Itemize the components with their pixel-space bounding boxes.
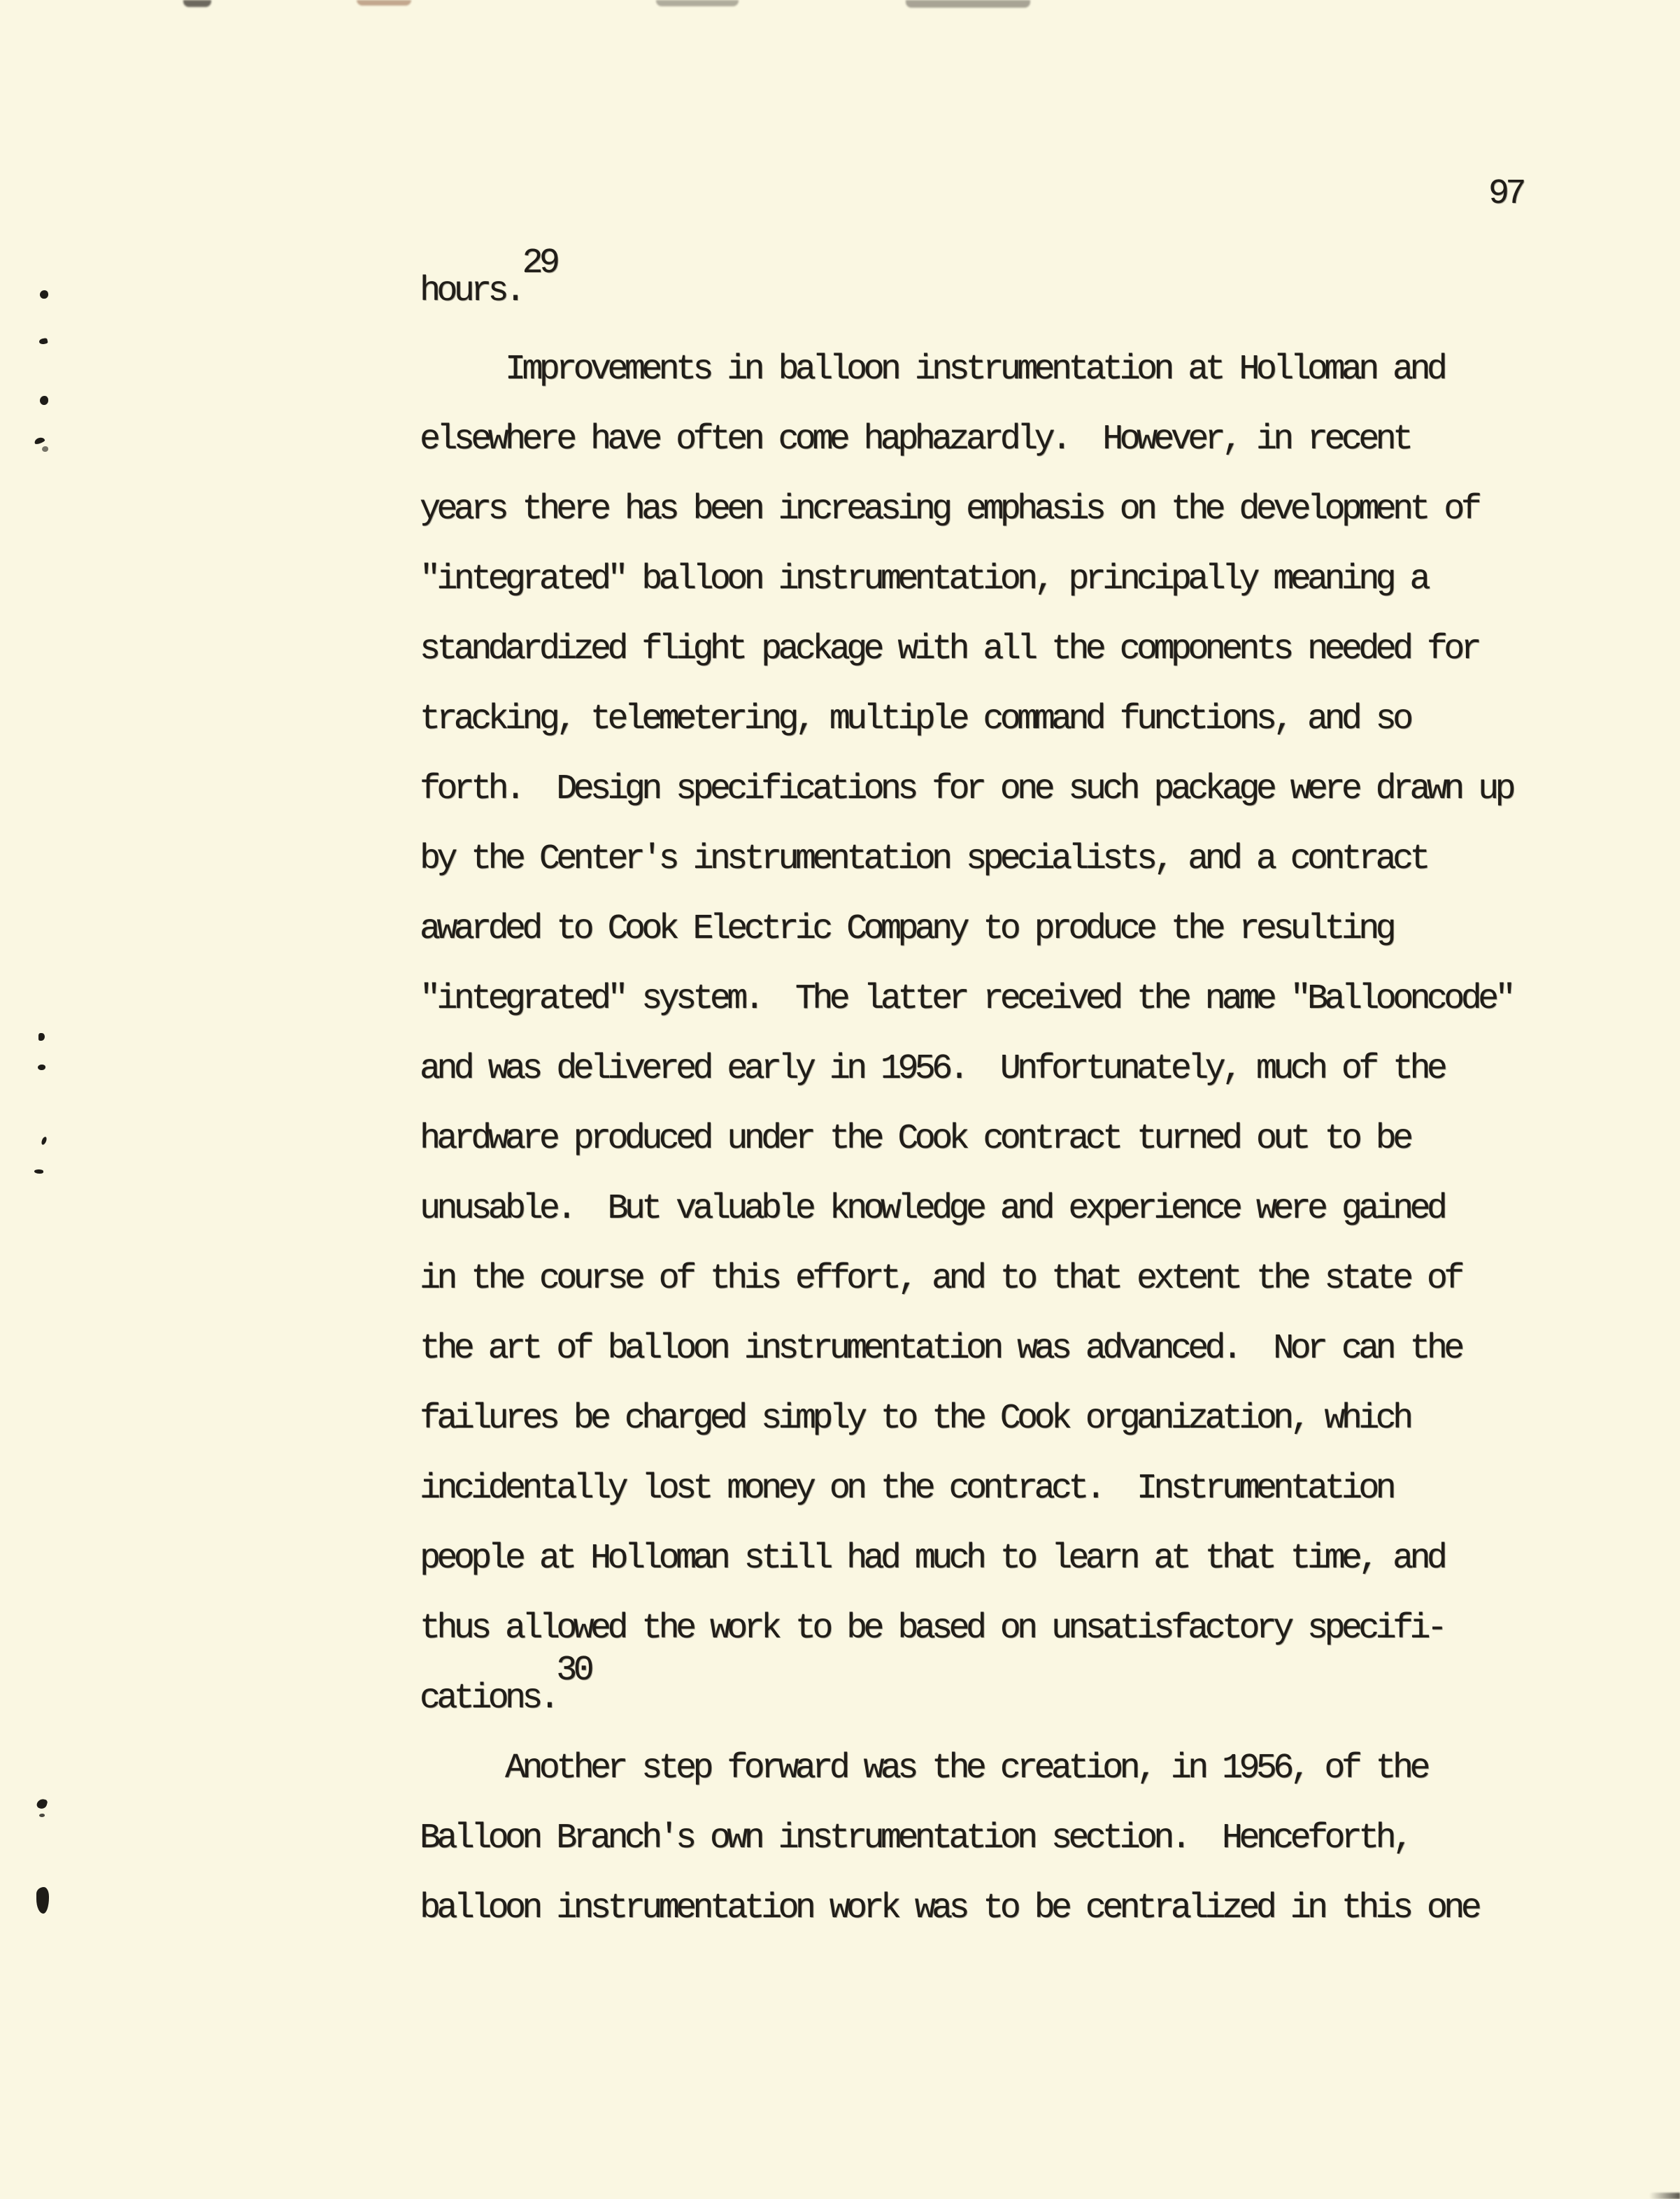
text-line	[420, 1524, 1512, 1594]
ink-speck	[40, 396, 48, 405]
footnote-ref-29: 29	[522, 243, 557, 283]
line-text: people at Holloman still had much to learn at that time, and	[420, 1539, 1444, 1579]
scan-artifact	[357, 0, 411, 6]
scan-artifact	[906, 0, 1030, 8]
text-line	[420, 335, 1512, 405]
text-line	[420, 405, 1512, 475]
text-line	[420, 1174, 1512, 1244]
line-text: awarded to Cook Electric Company to produce the resulting	[420, 909, 1393, 949]
text-line	[420, 755, 1512, 825]
ink-speck	[38, 1033, 45, 1041]
text-line	[420, 685, 1512, 755]
line-text: hours.	[420, 271, 522, 311]
page-number: 97	[1488, 174, 1523, 214]
ink-speck	[39, 1814, 45, 1817]
line-text: elsewhere have often come haphazardly. However, in recent	[420, 420, 1410, 460]
ink-speck	[34, 436, 45, 445]
ink-speck	[34, 1169, 43, 1174]
line-text: tracking, telemetering, multiple command functions, and so	[420, 699, 1410, 739]
line-text: balloon instrumentation work was to be centralized in this one	[420, 1888, 1479, 1928]
scan-artifact	[1649, 2193, 1680, 2199]
text-line	[420, 1454, 1512, 1524]
text-line	[420, 1034, 1512, 1104]
text-line	[420, 1384, 1512, 1454]
text-line	[420, 1314, 1512, 1384]
text-line	[420, 615, 1512, 685]
ink-speck	[41, 1136, 48, 1145]
text-line	[420, 825, 1512, 895]
ink-speck	[42, 446, 48, 452]
text-line	[420, 1651, 1512, 1734]
text-line	[420, 1734, 1512, 1804]
line-text: Improvements in balloon instrumentation at Holloman and	[505, 350, 1444, 390]
line-text: the art of balloon instrumentation was advanced. Nor can the	[420, 1329, 1461, 1369]
line-text: failures be charged simply to the Cook organization, which	[420, 1399, 1410, 1439]
line-text: in the course of this effort, and to that extent the state of	[420, 1259, 1461, 1299]
text-column	[420, 243, 1512, 1944]
line-text: Balloon Branch's own instrumentation section. Henceforth,	[420, 1819, 1410, 1858]
text-line	[420, 243, 1512, 327]
text-line	[420, 1244, 1512, 1314]
line-text: Another step forward was the creation, in 1956, of the	[505, 1749, 1427, 1788]
ink-speck	[38, 1065, 45, 1070]
line-text: "integrated" balloon instrumentation, principally meaning a	[420, 560, 1427, 599]
text-line	[420, 965, 1512, 1034]
scan-artifact	[656, 0, 739, 6]
line-text: by the Center's instrumentation specialists, and a contract	[420, 839, 1427, 879]
text-line	[420, 1104, 1512, 1174]
line-text: standardized flight package with all the components needed for	[420, 629, 1479, 669]
line-text: incidentally lost money on the contract. Instrumentation	[420, 1469, 1393, 1509]
line-text: forth. Design specifications for one such package were drawn up	[420, 769, 1512, 809]
line-text: cations.	[420, 1679, 557, 1718]
line-text: years there has been increasing emphasis on the development of	[420, 490, 1479, 529]
line-text: "integrated" system. The latter received the name "Ballooncode"	[420, 979, 1512, 1019]
text-line	[420, 895, 1512, 965]
text-line	[420, 1874, 1512, 1944]
ink-speck	[40, 290, 48, 299]
scan-artifact	[183, 0, 211, 7]
text-line	[420, 1804, 1512, 1874]
line-text: hardware produced under the Cook contract turned out to be	[420, 1119, 1410, 1159]
line-text: and was delivered early in 1956. Unfortunately, much of the	[420, 1049, 1444, 1089]
text-line	[420, 545, 1512, 615]
ink-speck	[36, 1798, 48, 1809]
ink-speck	[36, 1887, 49, 1914]
line-text: unusable. But valuable knowledge and experience were gained	[420, 1189, 1444, 1229]
ink-speck	[38, 338, 48, 345]
footnote-ref-30: 30	[556, 1651, 591, 1691]
text-line	[420, 475, 1512, 545]
line-text: thus allowed the work to be based on unsatisfactory specifi-	[420, 1609, 1444, 1649]
